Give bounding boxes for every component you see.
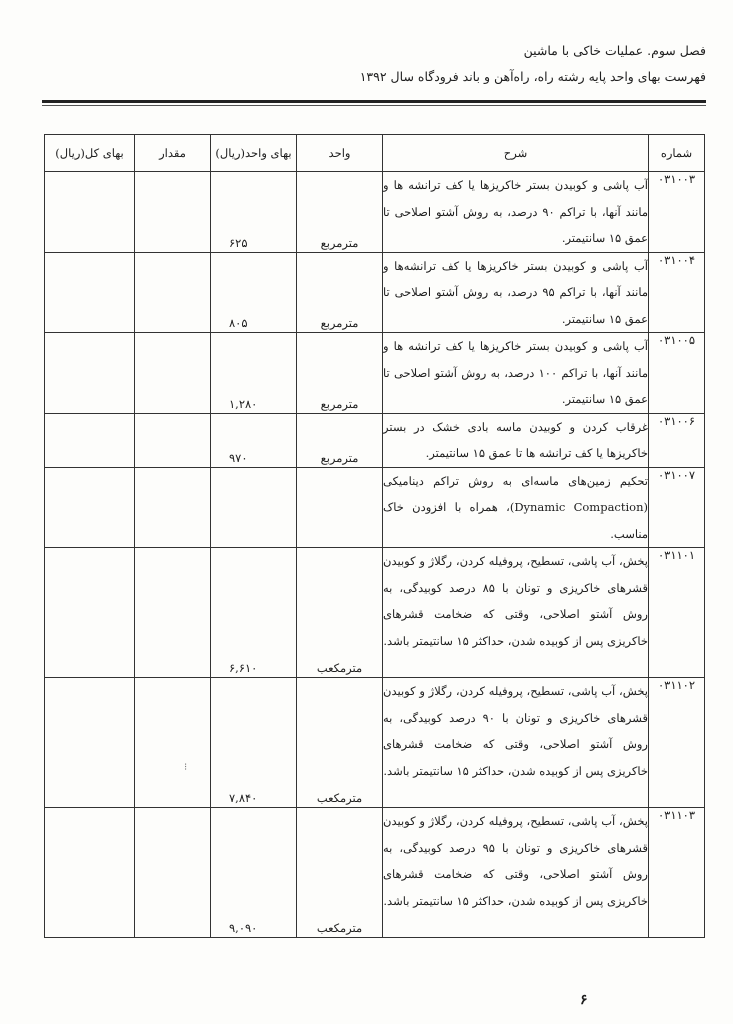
chapter-title: فصل سوم. عملیات خاکی با ماشین: [523, 43, 706, 58]
item-unit-price: ۷,۸۴۰: [229, 791, 258, 805]
item-quantity: [135, 808, 211, 938]
item-code: ۰۳۱۰۰۵: [649, 333, 705, 414]
page-header: [40, 38, 706, 90]
header-rule-thin: [42, 105, 706, 106]
item-unit: مترمربع: [320, 235, 359, 250]
table-row: [45, 413, 705, 467]
item-quantity: [135, 333, 211, 414]
item-total-price: [45, 252, 135, 333]
table-header-row: [45, 135, 705, 172]
item-code: ۰۳۱۰۰۶: [649, 413, 705, 467]
item-unit-price: ۱,۲۸۰: [229, 396, 258, 411]
table-row: [45, 333, 705, 414]
item-description: غرقاب کردن و کوبیدن ماسه بادی خشک در بستر خاکریزها یا کف ترانشه ها تا عمق ۱۵ سانتیمتر.: [383, 413, 649, 467]
item-code: ۰۳۱۰۰۴: [649, 252, 705, 333]
table-row: [45, 252, 705, 333]
header-rule: [42, 100, 706, 103]
item-quantity: [135, 172, 211, 253]
item-description: آب پاشی و کوبیدن بستر خاکریزها یا کف ترانشه ها و مانند آنها، با تراکم ۹۰ درصد، به روش آشتو اصلاحی تا عمق ۱۵ سانتیمتر.: [383, 172, 649, 253]
item-description: پخش، آب پاشی، تسطیح، پروفیله کردن، رگلاژ و کوبیدن قشرهای خاکریزی و تونان با ۹۵ درصد کوبیدگی، به روش آشتو اصلاحی، وقتی که ضخامت قشرهای خاکریزی پس از کوبیده شدن، حداکثر ۱۵ سانتیمتر باشد.: [383, 808, 649, 938]
item-total-price: [45, 172, 135, 253]
item-quantity: [135, 678, 211, 808]
column-header-code: شماره: [649, 135, 705, 172]
item-description: پخش، آب پاشی، تسطیح، پروفیله کردن، رگلاژ و کوبیدن قشرهای خاکریزی و تونان با ۹۰ درصد کوبیدگی، به روش آشتو اصلاحی، وقتی که ضخامت قشرهای خاکریزی پس از کوبیده شدن، حداکثر ۱۵ سانتیمتر باشد.: [383, 678, 649, 808]
column-header-quantity: مقدار: [135, 135, 211, 172]
item-description: آب پاشی و کوبیدن بستر خاکریزها یا کف ترانشه ها و مانند آنها، با تراکم ۱۰۰ درصد، به روش آشتو اصلاحی تا عمق ۱۵ سانتیمتر.: [383, 333, 649, 414]
item-unit: مترمربع: [320, 396, 359, 411]
item-quantity: [135, 548, 211, 678]
item-unit: مترمکعب: [316, 921, 363, 935]
item-unit-price: ۸۰۵: [229, 316, 248, 330]
column-header-total-price: بهای کل(ریال): [45, 135, 135, 172]
table-row: [45, 678, 705, 808]
item-total-price: [45, 333, 135, 414]
item-unit: مترمربع: [320, 450, 359, 465]
item-total-price: [45, 808, 135, 938]
table-row: [45, 172, 705, 253]
item-description: آب پاشی و کوبیدن بستر خاکریزها یا کف ترانشه‌ها و مانند آنها، با تراکم ۹۵ درصد، به روش آشتو اصلاحی تا عمق ۱۵ سانتیمتر.: [383, 252, 649, 333]
item-unit-price: ۶۲۵: [229, 235, 248, 250]
item-total-price: [45, 467, 135, 548]
item-unit: مترمربع: [320, 316, 359, 330]
item-unit-price: ۶,۶۱۰: [229, 661, 258, 675]
item-code: ۰۳۱۱۰۲: [649, 678, 705, 808]
item-description: پخش، آب پاشی، تسطیح، پروفیله کردن، رگلاژ و کوبیدن قشرهای خاکریزی و تونان با ۸۵ درصد کوبیدگی، به روش آشتو اصلاحی، وقتی که ضخامت قشرهای خاکریزی پس از کوبیده شدن، حداکثر ۱۵ سانتیمتر باشد.: [383, 548, 649, 678]
scan-speck: ⁝: [184, 762, 188, 773]
item-description: تحکیم زمین‌های ماسه‌ای به روش تراکم دینامیکی (Dynamic Compaction)، همراه با افزودن خاک مناسب.: [383, 467, 649, 548]
item-code: ۰۳۱۰۰۳: [649, 172, 705, 253]
item-quantity: [135, 413, 211, 467]
price-table: [44, 134, 705, 938]
column-header-description: شرح: [383, 135, 649, 172]
table-row: [45, 467, 705, 548]
item-unit-price: ۹۷۰: [229, 450, 248, 465]
column-header-unit-price: بهای واحد(ریال): [211, 135, 297, 172]
item-total-price: [45, 678, 135, 808]
item-quantity: [135, 252, 211, 333]
table-row: [45, 548, 705, 678]
item-unit-price: ۹,۰۹۰: [229, 921, 258, 935]
page-number: ۶: [580, 992, 588, 1008]
item-total-price: [45, 548, 135, 678]
item-code: ۰۳۱۱۰۳: [649, 808, 705, 938]
item-code: ۰۳۱۰۰۷: [649, 467, 705, 548]
column-header-unit: واحد: [297, 135, 383, 172]
item-unit: مترمکعب: [316, 791, 363, 805]
item-code: ۰۳۱۱۰۱: [649, 548, 705, 678]
table-row: [45, 808, 705, 938]
item-quantity: [135, 467, 211, 548]
item-total-price: [45, 413, 135, 467]
item-unit: مترمکعب: [316, 661, 363, 675]
price-list-title: فهرست بهای واحد پایه رشته راه، راه‌آهن و باند فرودگاه سال ۱۳۹۲: [359, 69, 706, 84]
